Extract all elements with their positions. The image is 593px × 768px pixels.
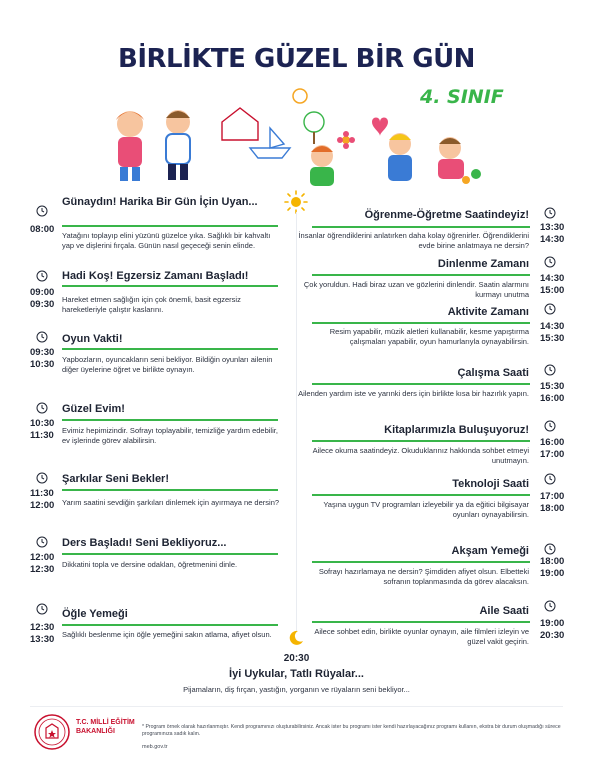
activity-divider <box>62 489 278 491</box>
clock-icon <box>36 402 48 414</box>
time-end: 14:30 <box>540 234 565 245</box>
clock-icon <box>36 331 48 343</box>
ministry-name <box>76 719 146 736</box>
time-start: 17:00 <box>540 491 565 502</box>
time-start: 15:30 <box>540 381 565 392</box>
activity-description: Evimiz hepimizindir. Sofrayı toplayabilir, temizliğe yardım edebilir, ev işlerinde görev alabilirsin. <box>62 426 278 445</box>
activity-title: Ders Başladı! Seni Bekliyoruz... <box>62 537 227 549</box>
activity-description: Ailece okuma saatindeyiz. Okuduklarınız hakkında sohbet etmeyi unutmayın. <box>312 446 529 465</box>
time-start: 12:00 <box>30 552 55 563</box>
night-time: 20:30 <box>283 653 310 664</box>
footer-note: * Program örnek olarak hazırlanmıştır. Kendi programınızı oluşturabilirsiniz. Ancak ister bu programı ister kendi hazırlayacağınız programı kullanın, ekstra bir durum oluşmadığı sürece programınıza sadık kalın. <box>142 724 561 737</box>
activity-description: Sofrayı hazırlamaya ne dersin? Şimdiden afiyet olsun. Elbetteki sofranın toplanmasında da görev alacaksın. <box>318 567 529 586</box>
moon-icon <box>288 630 304 646</box>
time-start: 16:00 <box>540 437 565 448</box>
footer-divider <box>30 706 563 707</box>
time-start: 12:30 <box>30 622 55 633</box>
time-end: 12:00 <box>30 500 55 511</box>
time-start: 11:30 <box>30 488 54 499</box>
time-start: 08:00 <box>30 224 55 235</box>
activity-divider <box>312 322 530 324</box>
activity-divider <box>312 274 530 276</box>
clock-icon <box>36 270 48 282</box>
activity-title: Teknoloji Saati <box>452 478 529 490</box>
ministry-logo-icon <box>32 712 72 752</box>
clock-icon <box>544 303 556 315</box>
time-start: 10:30 <box>30 418 55 429</box>
clock-icon <box>544 256 556 268</box>
activity-divider <box>312 494 530 496</box>
child-painting-floor-icon <box>438 137 481 184</box>
time-start: 14:30 <box>540 273 565 284</box>
child-painting-icon <box>166 110 190 180</box>
page-title: BİRLİKTE GÜZEL BİR GÜN <box>118 44 475 74</box>
activity-title: Öğrenme-Öğretme Saatindeyiz! <box>364 209 529 221</box>
clock-icon <box>36 603 48 615</box>
activity-description: Çok yoruldun. Hadi biraz uzan ve gözlerini dinlendir. Saatin alarmını kurmayı unutma <box>303 280 529 299</box>
time-end: 13:30 <box>30 634 55 645</box>
time-start: 14:30 <box>540 321 565 332</box>
doodle-boat-icon <box>250 128 290 158</box>
activity-title: Çalışma Saati <box>457 367 529 379</box>
footer-url[interactable]: meb.gov.tr <box>142 744 168 750</box>
activity-divider <box>62 225 278 227</box>
activity-description: Ailece sohbet edin, birlikte oyunlar oynayın, aile filmleri izleyin ve güzel vakit geçirin. <box>314 627 529 646</box>
activity-title: Hadi Koş! Egzersiz Zamanı Başladı! <box>62 270 249 282</box>
activity-description: Ailenden yardım iste ve yarınki ders için birlikte kısa bir hazırlık yapın. <box>298 389 529 398</box>
clock-icon <box>36 472 48 484</box>
time-start: 19:00 <box>540 618 565 629</box>
sun-icon <box>284 190 308 214</box>
time-end: 20:30 <box>540 630 565 641</box>
activity-divider <box>62 285 278 287</box>
activity-title: Öğle Yemeği <box>62 608 128 620</box>
activity-title: Oyun Vakti! <box>62 333 123 345</box>
time-end: 16:00 <box>540 393 565 404</box>
activity-divider <box>62 624 278 626</box>
doodle-house-icon <box>222 108 258 140</box>
clock-icon <box>544 420 556 432</box>
time-end: 12:30 <box>30 564 55 575</box>
activity-title: Aktivite Zamanı <box>447 306 529 318</box>
activity-divider <box>62 419 278 421</box>
activity-divider <box>312 226 530 228</box>
time-end: 19:00 <box>540 568 565 579</box>
doodle-sun-icon <box>293 89 307 103</box>
activity-divider <box>62 553 278 555</box>
doodle-flower-icon <box>337 131 355 149</box>
activity-divider <box>312 440 530 442</box>
activity-description: Sağlıklı beslenme için öğle yemeğini sakın atlama, afiyet olsun. <box>62 630 272 639</box>
time-end: 11:30 <box>30 430 54 441</box>
clock-icon <box>544 600 556 612</box>
time-end: 15:00 <box>540 285 565 296</box>
time-end: 10:30 <box>30 359 55 370</box>
activity-divider <box>62 348 278 350</box>
doodle-tree-icon <box>304 112 324 144</box>
activity-description: Dikkatini topla ve dersine odaklan, öğretmenini dinle. <box>62 560 238 569</box>
activity-title: Aile Saati <box>479 605 529 617</box>
activity-title: Dinlenme Zamanı <box>437 258 529 270</box>
ministry-line-2: BAKANLIĞI <box>76 727 115 735</box>
grade-label: 4. SINIF <box>420 86 504 108</box>
activity-divider <box>312 383 530 385</box>
activity-description: Yaşına uygun TV programları izleyebilir ya da eğitici bilgisayar oyunları oynayabilirsin. <box>323 500 529 519</box>
activity-title: Günaydın! Harika Bir Gün İçin Uyan... <box>62 196 258 208</box>
activity-title: Şarkılar Seni Bekler! <box>62 473 170 485</box>
activity-description: Yarım saatini sevdiğin şarkıları dinlemek için ayırmaya ne dersin? <box>62 498 280 507</box>
night-description: Pijamaların, diş fırçan, yastığın, yorganın ve rüyaların seni bekliyor... <box>183 685 410 694</box>
activity-description: Yapbozların, oyuncakların seni bekliyor. Bildiğin oyunları ailenin diğer üyelerine öğret ve birlikte oynayın. <box>62 355 273 374</box>
time-start: 18:00 <box>540 556 565 567</box>
clock-icon <box>36 536 48 548</box>
children-drawing-illustration <box>100 82 490 186</box>
activity-description: İnsanlar öğrendiklerini anlatırken daha kolay öğrenirler. Öğrendiklerini evde birine anlatmaya ne dersin? <box>298 231 529 250</box>
clock-icon <box>544 543 556 555</box>
time-start: 09:00 <box>30 287 55 298</box>
activity-description: Resim yapabilir, müzik aletleri kullanabilir, kesme yapıştırma çalışmaları yapabilir, oyun hamurlarıyla oynayabilirsin. <box>329 327 529 346</box>
activity-description: Yatağını toplayıp elini yüzünü güzelce yıka. Sağlıklı bir kahvaltı yap ve dişlerini fırçala. Günün nasıl geçeceği senin elinde. <box>62 231 271 250</box>
clock-icon <box>544 473 556 485</box>
child-left-icon <box>116 111 144 181</box>
activity-title: Güzel Evim! <box>62 403 125 415</box>
child-right-icon <box>388 133 412 181</box>
time-end: 18:00 <box>540 503 565 514</box>
time-start: 09:30 <box>30 347 55 358</box>
clock-icon <box>544 364 556 376</box>
ministry-line-1: T.C. MİLLİ EĞİTİM <box>76 719 135 726</box>
time-end: 09:30 <box>30 299 55 310</box>
activity-description: Hareket etmen sağlığın için çok önemli, basit egzersiz hareketleriyle çalıştır kaslarını. <box>62 295 241 314</box>
doodle-heart-icon <box>372 118 388 137</box>
activity-title: Kitaplarımızla Buluşuyoruz! <box>384 424 529 436</box>
time-end: 17:00 <box>540 449 565 460</box>
clock-icon <box>36 205 48 217</box>
activity-divider <box>312 561 530 563</box>
activity-title: Akşam Yemeği <box>451 545 529 557</box>
activity-divider <box>312 621 530 623</box>
clock-icon <box>544 207 556 219</box>
time-start: 13:30 <box>540 222 565 233</box>
time-end: 15:30 <box>540 333 565 344</box>
night-title: İyi Uykular, Tatlı Rüyalar... <box>229 668 364 680</box>
child-middle-icon <box>310 145 334 186</box>
